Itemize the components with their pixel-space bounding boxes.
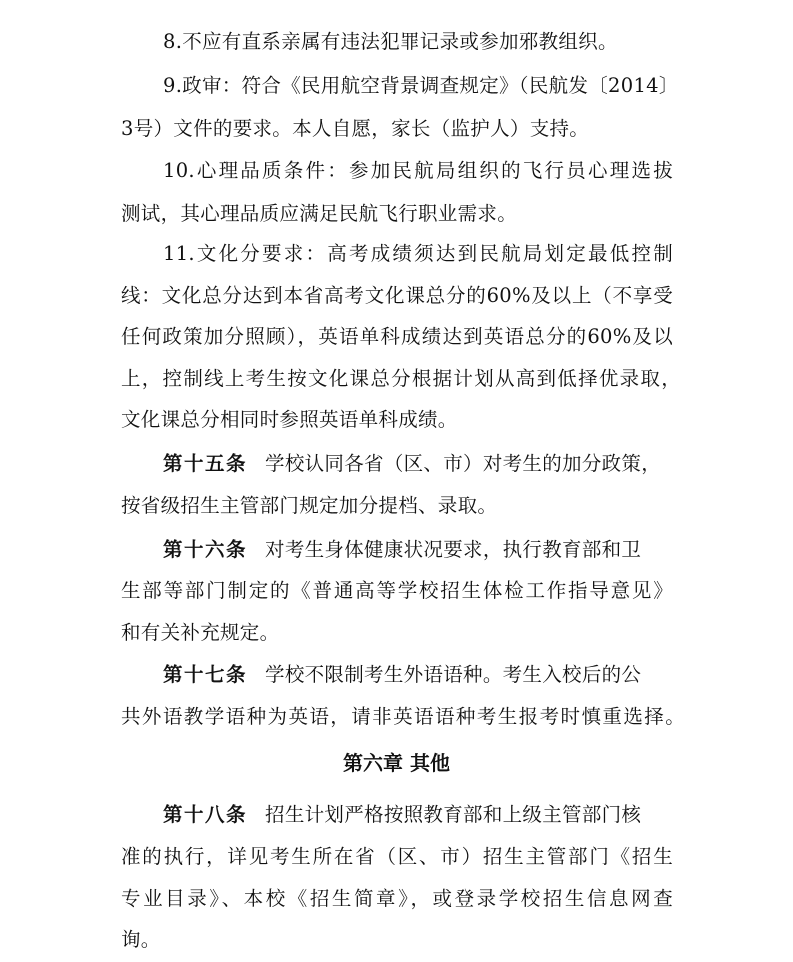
article-17-line-2: 共外语教学语种为英语，请非英语语种考生报考时慎重选择。 [121,705,685,728]
article-18-first-line [163,802,683,828]
article-18-line-4: 询。 [121,928,161,951]
article-15-label: 第十五条 [163,452,248,475]
item-8-line-1: 8.不应有直系亲属有违法犯罪记录或参加邪教组织。 [163,30,618,53]
item-11-line-3: 任何政策加分照顾），英语单科成绩达到英语总分的60%及以 [121,325,673,348]
article-16-first-line [163,537,683,563]
article-17-first-line [163,662,683,688]
article-16-line-3: 和有关补充规定。 [121,621,280,644]
article-17-text: 学校不限制考生外语语种。考生入校后的公 [265,663,642,686]
article-15-text: 学校认同各省（区、市）对考生的加分政策， [265,452,662,475]
article-16-line-2: 生部等部门制定的《普通高等学校招生体检工作指导意见》 [121,579,673,602]
article-18-text: 招生计划严格按照教育部和上级主管部门核 [265,803,642,826]
article-18-line-3: 专业目录》、本校《招生简章》，或登录学校招生信息网查 [121,887,673,910]
article-16-label: 第十六条 [163,538,248,561]
item-11-line-2: 线：文化总分达到本省高考文化课总分的60%及以上（不享受 [121,284,673,307]
item-11-line-4: 上，控制线上考生按文化课总分根据计划从高到低择优录取， [121,367,681,390]
chapter-heading: 第六章 其他 [343,751,450,775]
article-17-label: 第十七条 [163,663,248,686]
article-15-line-2: 按省级招生主管部门规定加分提档、录取。 [121,494,498,517]
article-16-text: 对考生身体健康状况要求，执行教育部和卫 [265,538,642,561]
item-11-line-1: 11.文化分要求：高考成绩须达到民航局划定最低控制 [163,242,673,265]
item-9-line-2: 3号）文件的要求。本人自愿，家长（监护人）支持。 [121,117,590,140]
item-10-line-2: 测试，其心理品质应满足民航飞行职业需求。 [121,202,518,225]
item-10-line-1: 10.心理品质条件：参加民航局组织的飞行员心理选拔 [163,159,673,182]
article-15-first-line [163,451,683,477]
item-11-line-5: 文化课总分相同时参照英语单科成绩。 [121,408,458,431]
article-18-label: 第十八条 [163,803,248,826]
item-9-line-1: 9.政审：符合《民用航空背景调查规定》（民航发〔2014〕 [163,74,679,97]
article-18-line-2: 准的执行，详见考生所在省（区、市）招生主管部门《招生 [121,845,673,868]
